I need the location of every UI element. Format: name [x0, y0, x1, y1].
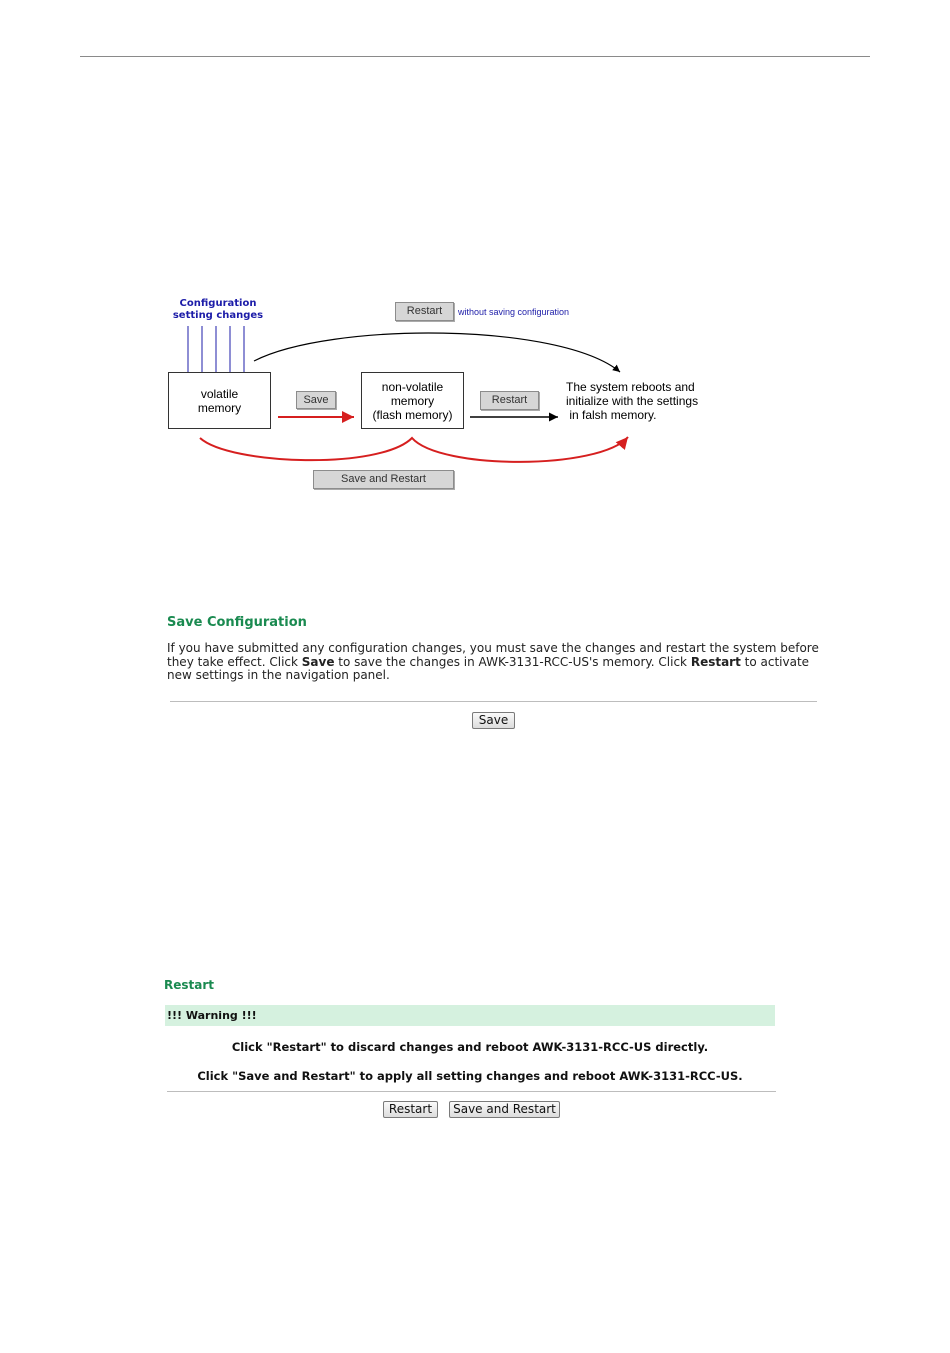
config-label-line2: setting changes	[172, 310, 264, 321]
save-and-restart-button[interactable]: Save and Restart	[449, 1101, 560, 1118]
save-config-title: Save Configuration	[167, 615, 307, 630]
reboot-result-text: The system reboots and initialize with the settings in falsh memory.	[566, 380, 699, 422]
memory-flow-diagram	[0, 0, 950, 520]
desc-text: to activate	[740, 654, 810, 669]
diagram-restart-top: Restart	[395, 302, 454, 321]
desc-bold-save: Save	[301, 654, 335, 669]
save-restart-instruction: Click "Save and Restart" to apply all setting changes and reboot AWK-3131-RCC-US.	[197, 1069, 743, 1083]
nonvolatile-memory-box: non-volatile memory (flash memory)	[361, 372, 464, 429]
volatile-memory-box: volatile memory	[168, 372, 271, 429]
description-line-1: If you have submitted any configuration changes, you must save the changes and restart the system before	[167, 641, 819, 655]
config-label-line1: Configuration	[179, 298, 257, 309]
diagram-save: Save	[296, 391, 336, 409]
save-config-description	[167, 642, 827, 683]
desc-text: they take effect. Click	[167, 654, 302, 669]
diagram-restart-mid: Restart	[480, 391, 539, 410]
description-line-3: new settings in the navigation panel.	[167, 668, 390, 682]
desc-bold-restart: Restart	[690, 654, 741, 669]
restart-note: without saving configuration	[458, 307, 570, 317]
warning-label: !!! Warning !!!	[167, 1009, 257, 1022]
description-line-2	[167, 656, 827, 670]
save-panel-divider	[170, 701, 817, 702]
restart-without-save-arrow	[254, 333, 620, 372]
restart-instruction: Click "Restart" to discard changes and reboot AWK-3131-RCC-US directly.	[231, 1040, 709, 1054]
restart-panel-divider	[167, 1091, 776, 1092]
warning-bar	[165, 1005, 775, 1026]
restart-button[interactable]: Restart	[383, 1101, 438, 1118]
diagram-save-and-restart: Save and Restart	[313, 470, 454, 489]
diagram-arrows	[0, 0, 950, 520]
restart-title: Restart	[164, 978, 215, 992]
config-changes-label	[168, 298, 268, 322]
save-and-restart-arrow	[200, 437, 628, 462]
save-button[interactable]: Save	[472, 712, 515, 729]
desc-text: to save the changes in AWK-3131-RCC-US's memory. Click	[334, 654, 691, 669]
